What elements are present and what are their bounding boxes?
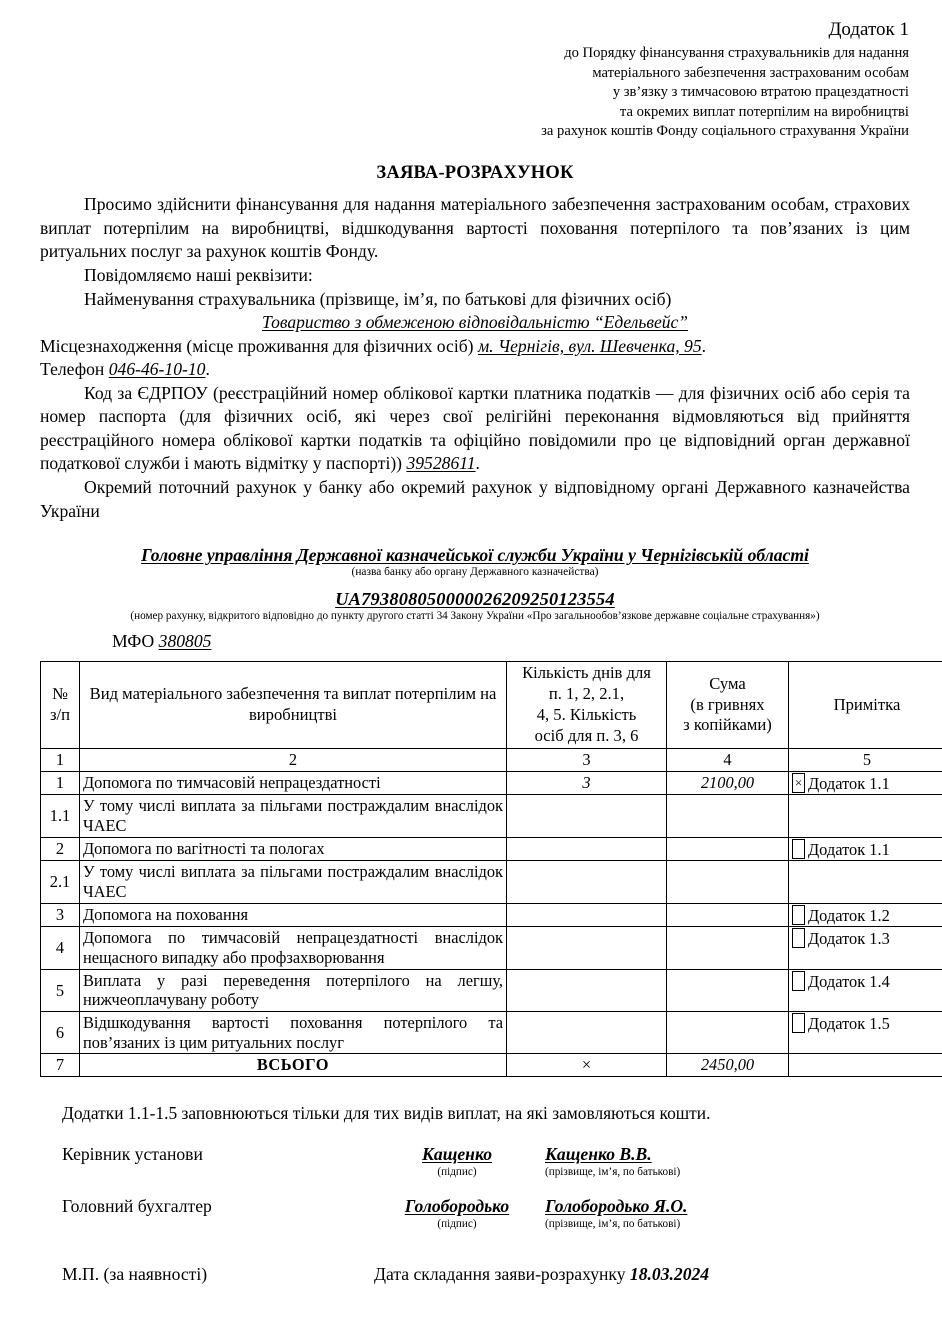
table-header-row <box>41 662 942 749</box>
date-value[interactable]: 18.03.2024 <box>629 1264 710 1285</box>
row-note <box>789 795 942 837</box>
row-days[interactable] <box>507 903 667 927</box>
appendix-subtitle-line-1: до Порядку фінансування страхувальників для надання <box>564 45 909 62</box>
row-number: 5 <box>41 969 80 1011</box>
signer-name-value-director: Кащенко В.В. <box>545 1144 652 1165</box>
stamp-label: М.П. (за наявності) <box>62 1264 208 1285</box>
bottom-row <box>40 1264 910 1294</box>
row-sum[interactable]: 2100,00 <box>667 771 789 795</box>
row-sum[interactable] <box>667 861 789 903</box>
insurer-value-field[interactable] <box>40 311 910 334</box>
signature-value-accountant: Голобородько <box>404 1196 510 1217</box>
row-days[interactable] <box>507 795 667 837</box>
signature-value-director: Кащенко <box>421 1144 492 1165</box>
checkbox-icon[interactable] <box>792 905 805 925</box>
column-number-1: 1 <box>41 748 80 771</box>
column-header-sum <box>667 662 789 749</box>
row-kind: Відшкодування вартості поховання потерпілого та пов’язаних із цим ритуальних послуг <box>80 1012 507 1054</box>
row-note <box>789 969 942 1011</box>
checkbox-icon[interactable] <box>792 1013 805 1033</box>
table-total-row <box>41 1054 942 1077</box>
row-number: 3 <box>41 903 80 927</box>
checkbox-icon[interactable] <box>792 928 805 948</box>
column-header-number-line2: з/п <box>49 705 71 725</box>
appendix-note: Додатки 1.1-1.5 заповнюються тільки для тих видів виплат, на які замовляються кошти. <box>62 1103 711 1124</box>
column-number-5: 5 <box>789 748 942 771</box>
row-note-label: Додаток 1.5 <box>808 1014 890 1034</box>
column-header-sum-line2: (в гривнях <box>690 694 765 714</box>
address-value[interactable]: м. Чернігів, вул. Шевченка, 95 <box>477 335 702 356</box>
total-row-sum[interactable]: 2450,00 <box>667 1054 789 1077</box>
date-row <box>374 1264 709 1285</box>
signature-row-accountant <box>62 1196 910 1248</box>
address-row: Місцезнаходження (місце проживання для фізичних осіб) м. Чернігів, вул. Шевченка, 95. <box>40 335 707 356</box>
table-body <box>41 771 942 1077</box>
row-note-label: Додаток 1.4 <box>808 971 890 991</box>
edrpou-paragraph: Код за ЄДРПОУ (реєстраційний номер облікової картки платника податків — для фізичних осіб або серія та номер паспорта (для фізичних осіб, які через свої релігійні переконання відмовляються від прийняття реєстраційного номера облікової картки податків та офіційно повідомили про це відповідний орган державної податкової служби і мають відмітку у паспорті)) 39528611. <box>40 382 910 474</box>
signature-field-director[interactable] <box>372 1144 542 1179</box>
row-days[interactable]: 3 <box>507 771 667 795</box>
iban-value: UA793808050000026209250123554 <box>335 588 615 609</box>
row-sum[interactable] <box>667 903 789 927</box>
row-number: 2 <box>41 837 80 861</box>
row-number: 1.1 <box>41 795 80 837</box>
row-days[interactable] <box>507 837 667 861</box>
signature-title-director: Керівник установи <box>62 1144 203 1165</box>
table-row <box>41 927 942 969</box>
phone-row: Телефон 046-46-10-10. <box>40 359 210 380</box>
row-kind: Допомога по вагітності та пологах <box>80 837 507 861</box>
row-note <box>789 771 942 795</box>
appendix-title: Додаток 1 <box>828 19 909 40</box>
requisites-label: Повідомляємо наші реквізити: <box>84 265 313 286</box>
row-number: 4 <box>41 927 80 969</box>
total-row-number: 7 <box>41 1054 80 1077</box>
appendix-subtitle-line-5: за рахунок коштів Фонду соціального страхування України <box>541 122 909 139</box>
iban-caption: (номер рахунку, відкритого відповідно до пункту другого статті 34 Закону України «Про загальнообов’язкове державне соціальне страхування») <box>130 609 820 622</box>
table-row <box>41 861 942 903</box>
signer-name-caption-accountant: (прізвище, ім’я, по батькові) <box>545 1218 681 1231</box>
page-title: ЗАЯВА-РОЗРАХУНОК <box>376 163 574 184</box>
appendix-subtitle-line-4: та окремих виплат потерпілим на виробництві <box>619 103 909 120</box>
column-number-row <box>41 748 942 771</box>
row-note <box>789 1012 942 1054</box>
insurer-value: Товариство з обмеженою відповідальністю “Едельвейс” <box>262 312 688 333</box>
row-note-label: Додаток 1.2 <box>808 905 890 925</box>
table-row <box>41 1012 942 1054</box>
signer-name-field-director[interactable] <box>545 1144 775 1179</box>
row-days[interactable] <box>507 861 667 903</box>
table-row <box>41 795 942 837</box>
edrpou-label: Код за ЄДРПОУ (реєстраційний номер облікової картки платника податків — для фізичних осіб або серія та номер паспорта (для фізичних осіб, які через свої релігійні переконання відмовляються від прийняття реєстраційного номера облікової картки податків та офіційно повідомили про це відповідний орган державної податкової служби і мають відмітку у паспорті)) <box>40 382 910 474</box>
column-number-3: 3 <box>507 748 667 771</box>
total-row-label: ВСЬОГО <box>80 1054 507 1077</box>
row-sum[interactable] <box>667 795 789 837</box>
account-paragraph: Окремий поточний рахунок у банку або окремий рахунок у відповідному органі Державного казначейства України <box>40 476 910 521</box>
signature-caption-accountant: (підпис) <box>437 1218 477 1231</box>
row-number: 6 <box>41 1012 80 1054</box>
mfo-label: МФО <box>112 631 155 652</box>
row-sum[interactable] <box>667 837 789 861</box>
row-note <box>789 837 942 861</box>
column-header-sum-line3: з копійками) <box>683 715 772 735</box>
row-sum[interactable] <box>667 927 789 969</box>
calculation-table <box>40 661 942 1077</box>
signatures-block <box>40 1144 910 1248</box>
appendix-subtitle-line-2: матеріального забезпечення застрахованим особам <box>592 64 909 81</box>
intro-paragraph: Просимо здійснити фінансування для надання матеріального забезпечення застрахованим особам, страхових виплат потерпілим на виробництві, відшкодування вартості поховання потерпілого та пов’язаних із цим ритуальних послуг за рахунок коштів Фонду. <box>40 194 910 262</box>
table-row <box>41 771 942 795</box>
bank-name-value: Головне управління Державної казначейської служби України у Чернігівській області <box>141 545 809 566</box>
column-number-2: 2 <box>80 748 507 771</box>
row-note-label: Додаток 1.1 <box>808 773 890 793</box>
column-header-days-line4: осіб для п. 3, 6 <box>534 725 639 745</box>
row-kind: Допомога по тимчасовій непрацездатності <box>80 771 507 795</box>
phone-label: Телефон <box>40 359 105 380</box>
table-row <box>41 837 942 861</box>
signature-title-accountant: Головний бухгалтер <box>62 1196 212 1217</box>
row-kind: Виплата у разі переведення потерпілого на легшу, нижчеоплачувану роботу <box>80 969 507 1011</box>
column-header-note: Примітка <box>789 662 942 749</box>
column-header-number <box>41 662 80 749</box>
date-label: Дата складання заяви-розрахунку <box>374 1264 626 1285</box>
iban-field[interactable] <box>40 589 910 610</box>
row-note-label: Додаток 1.1 <box>808 839 890 859</box>
signature-caption-director: (підпис) <box>437 1166 477 1179</box>
mfo-value[interactable]: 380805 <box>158 631 212 652</box>
column-header-days-line2: п. 1, 2, 2.1, <box>548 684 625 704</box>
checkbox-icon[interactable] <box>792 971 805 991</box>
column-header-number-line1: № <box>52 684 68 704</box>
signer-name-value-accountant: Голобородько Я.О. <box>545 1196 688 1217</box>
column-header-days <box>507 662 667 749</box>
insurer-label: Найменування страхувальника (прізвище, ім’я, по батькові для фізичних осіб) <box>84 288 672 309</box>
signature-row-director <box>62 1144 910 1196</box>
row-kind: Допомога по тимчасовій непрацездатності внаслідок нещасного випадку або профзахворювання <box>80 927 507 969</box>
row-note <box>789 927 942 969</box>
bank-name-caption: (назва банку або органу Державного казначейства) <box>351 566 599 579</box>
mfo-row <box>40 631 910 652</box>
row-days[interactable] <box>507 927 667 969</box>
bank-name-field[interactable] <box>40 545 910 566</box>
row-kind: У тому числі виплата за пільгами постраждалим внаслідок ЧАЕС <box>80 861 507 903</box>
row-sum[interactable] <box>667 969 789 1011</box>
column-header-kind: Вид матеріального забезпечення та виплат потерпілим на виробництві <box>80 662 507 749</box>
row-note-label: Додаток 1.3 <box>808 929 890 949</box>
table-row <box>41 903 942 927</box>
total-row-days: × <box>507 1054 667 1077</box>
address-label: Місцезнаходження (місце проживання для фізичних осіб) <box>40 335 474 356</box>
column-header-days-line3: 4, 5. Кількість <box>536 705 637 725</box>
column-header-sum-line1: Сума <box>709 673 746 693</box>
checkbox-icon[interactable] <box>792 839 805 859</box>
row-days[interactable] <box>507 1012 667 1054</box>
table-row <box>41 969 942 1011</box>
checkbox-checked-icon[interactable] <box>792 773 805 793</box>
total-row-note <box>789 1054 942 1077</box>
column-header-days-line1: Кількість днів для <box>522 663 651 683</box>
row-sum[interactable] <box>667 1012 789 1054</box>
signer-name-caption-director: (прізвище, ім’я, по батькові) <box>545 1166 681 1179</box>
appendix-header <box>40 18 909 141</box>
row-kind: У тому числі виплата за пільгами постраждалим внаслідок ЧАЕС <box>80 795 507 837</box>
phone-value[interactable]: 046-46-10-10 <box>108 359 206 380</box>
edrpou-value[interactable]: 39528611 <box>406 453 476 474</box>
row-kind: Допомога на поховання <box>80 903 507 927</box>
row-number: 2.1 <box>41 861 80 903</box>
appendix-subtitle-line-3: у зв’язку з тимчасовою втратою працездатності <box>612 84 909 101</box>
row-days[interactable] <box>507 969 667 1011</box>
row-number: 1 <box>41 771 80 795</box>
row-note <box>789 861 942 903</box>
row-note <box>789 903 942 927</box>
column-number-4: 4 <box>667 748 789 771</box>
signer-name-field-accountant[interactable] <box>545 1196 775 1231</box>
signature-field-accountant[interactable] <box>372 1196 542 1231</box>
